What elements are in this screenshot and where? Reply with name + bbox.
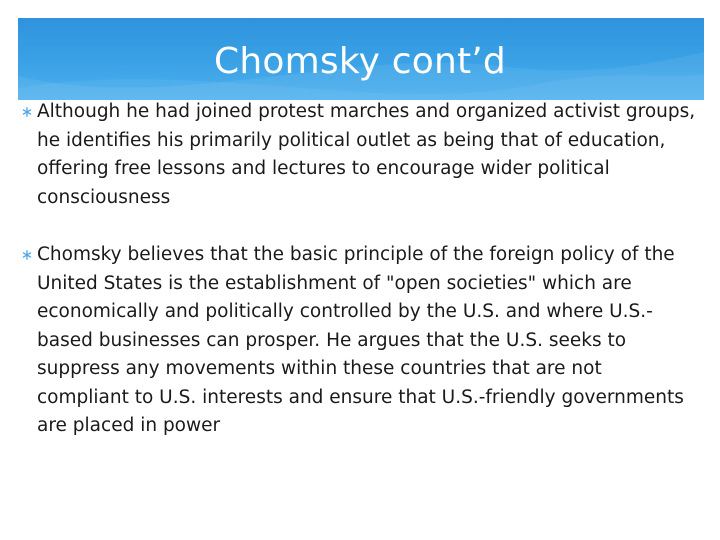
- asterisk-bullet-icon: [22, 107, 32, 117]
- bullet-item: [22, 98, 698, 212]
- bullet-text: Although he had joined protest marches and organized activist groups, he identifies his primarily political outlet as being that of education, offering free lessons and lectures to encourage wider political consciousness: [37, 101, 696, 208]
- bullet-text: Chomsky believes that the basic principle of the foreign policy of the United States is the establishment of "open societies" which are economically and politically controlled by the U.S. and where U.S.-based businesses can prosper. He argues that the U.S. seeks to suppress any movements within these countries that are not compliant to U.S. interests and ensure that U.S.-friendly governments are placed in power: [37, 244, 684, 436]
- slide-content: [22, 98, 698, 441]
- bullet-item: [22, 241, 698, 441]
- slide-title: Chomsky cont’d: [214, 41, 506, 82]
- asterisk-bullet-icon: [22, 250, 32, 260]
